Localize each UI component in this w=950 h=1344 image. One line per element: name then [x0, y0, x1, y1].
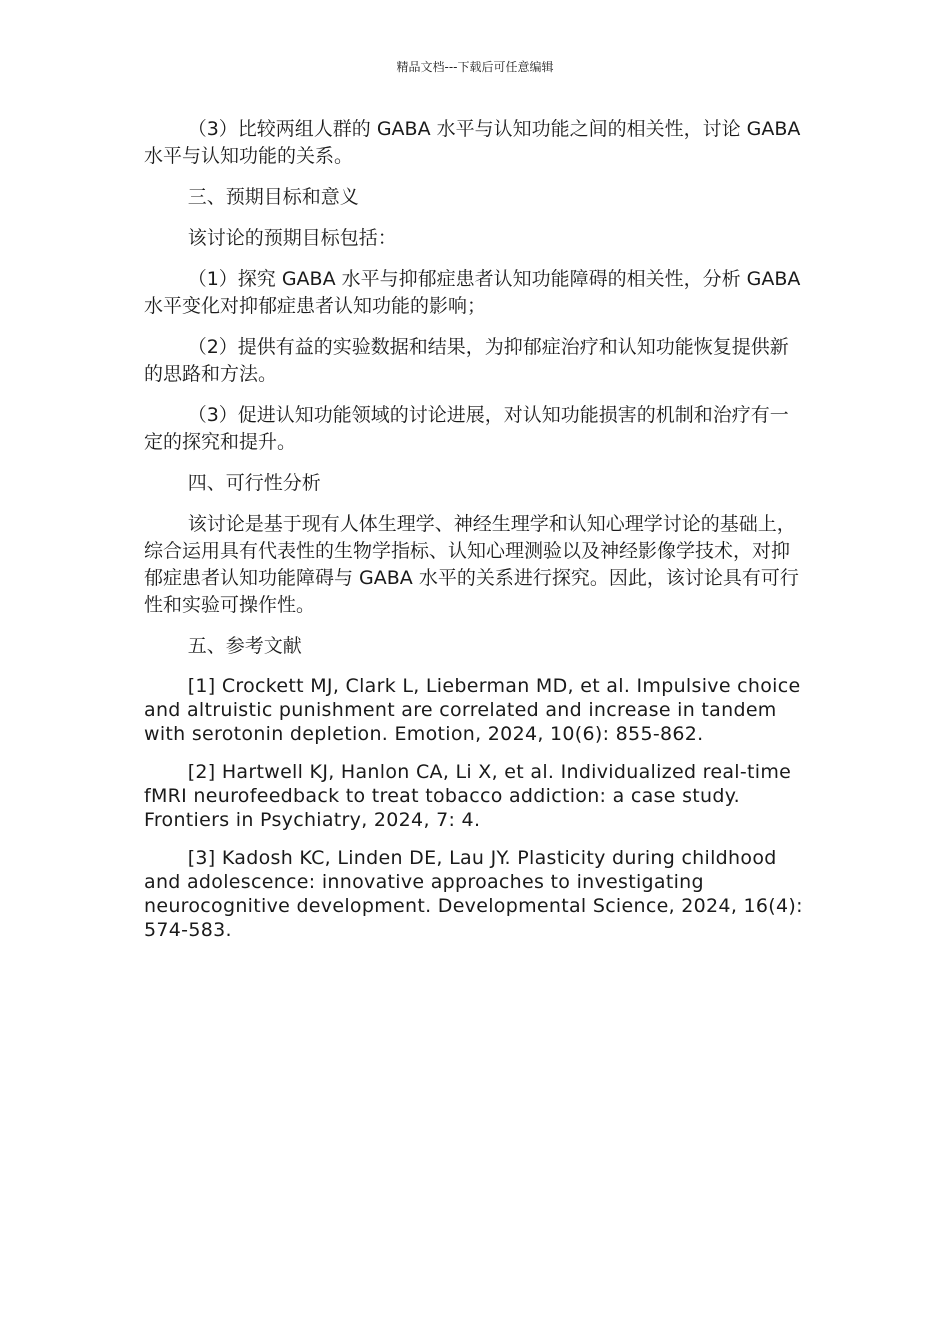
reference-item-1: [1] Crockett MJ, Clark L, Lieberman MD, et al. Impulsive choice and altruistic punishment are correlated and increase in tandem with serotonin depletion. Emotion, 2024, 10(6): 855-862. — [144, 675, 801, 745]
paragraph-comparison: （3）比较两组人群的 GABA 水平与认知功能之间的相关性，讨论 GABA 水平与认知功能的关系。 — [144, 118, 801, 167]
reference-item-2: [2] Hartwell KJ, Hanlon CA, Li X, et al. Individualized real-time fMRI neurofeedback to treat tobacco addiction: a case study. Frontiers in Psychiatry, 2024, 7: 4. — [144, 761, 792, 831]
paragraph-goal-3: （3）促进认知功能领域的讨论进展，对认知功能损害的机制和治疗有一定的探究和提升。 — [144, 404, 789, 453]
section-heading-feasibility: 四、可行性分析 — [187, 472, 321, 494]
page-header: 精品文档---下载后可任意编辑 — [396, 60, 554, 74]
section-heading-references: 五、参考文献 — [187, 635, 302, 657]
reference-item-3: [3] Kadosh KC, Linden DE, Lau JY. Plasticity during childhood and adolescence: innovative approaches to investigating neurocognitive development. Developmental Science, 2024, 16(4): 574-583. — [144, 847, 803, 941]
section-heading-goals: 三、预期目标和意义 — [187, 186, 359, 208]
paragraph-goals-intro: 该讨论的预期目标包括： — [187, 227, 397, 249]
paragraph-goal-2: （2）提供有益的实验数据和结果，为抑郁症治疗和认知功能恢复提供新的思路和方法。 — [144, 336, 789, 385]
document-body — [144, 116, 806, 956]
paragraph-feasibility: 该讨论是基于现有人体生理学、神经生理学和认知心理学讨论的基础上，综合运用具有代表性的生物学指标、认知心理测验以及神经影像学技术，对抑郁症患者认知功能障碍与 GABA 水平的关系进行探究。因此，该讨论具有可行性和实验可操作性。 — [144, 513, 799, 616]
paragraph-goal-1: （1）探究 GABA 水平与抑郁症患者认知功能障碍的相关性，分析 GABA 水平变化对抑郁症患者认知功能的影响； — [144, 268, 801, 317]
